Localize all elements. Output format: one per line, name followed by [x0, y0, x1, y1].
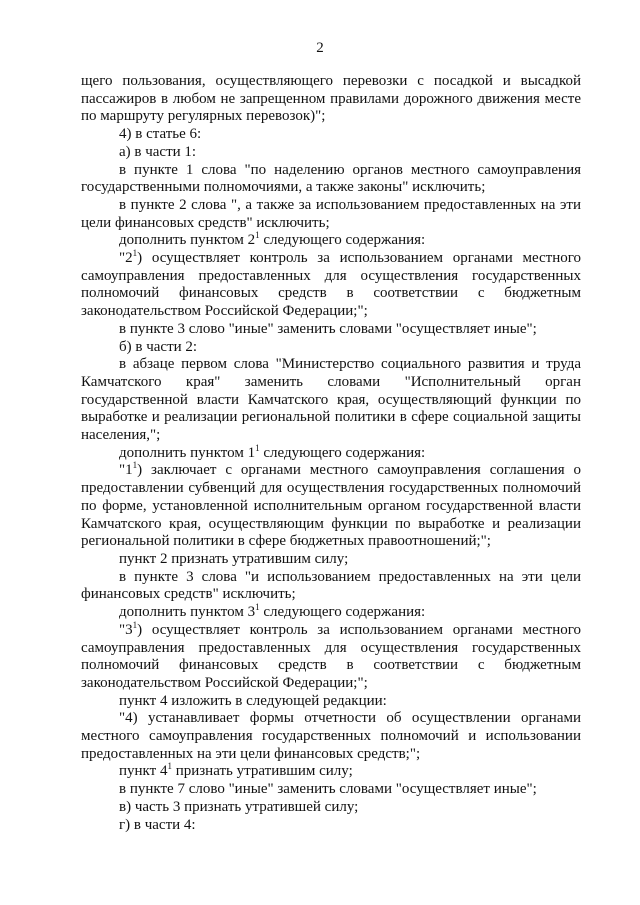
text-segment: пункт 2 признать утратившим силу;: [119, 550, 349, 567]
paragraph: [81, 551, 581, 569]
paragraph: [81, 569, 581, 604]
paragraph: [81, 763, 581, 781]
text-segment: в пункте 1 слова "по наделению органов местного самоуправления государственными полномочиями, а также законы" исключить;: [81, 161, 581, 196]
paragraph: [81, 197, 581, 232]
superscript-index: 1: [255, 602, 260, 613]
superscript-index: 1: [132, 248, 138, 259]
text-segment: в пункте 3 слово "иные" заменить словами "осуществляет иные";: [119, 320, 537, 337]
text-segment: 4) в статье 6:: [119, 126, 202, 143]
text-segment: г) в части 4:: [119, 816, 196, 833]
text-segment: дополнить пунктом 3: [119, 604, 256, 621]
paragraph: [81, 604, 581, 622]
paragraph: [81, 162, 581, 197]
text-segment: в пункте 2 слова ", а также за использованием предоставленных на эти цели финансовых средств" исключить;: [81, 196, 581, 231]
page-number: 2: [316, 40, 324, 56]
paragraph: [81, 817, 581, 835]
superscript-index: 1: [132, 460, 138, 471]
superscript-index: 1: [255, 230, 260, 241]
text-segment: в абзаце первом слова "Министерство социального развития и труда Камчатского края" заменить словами "Исполнительный орган государственной власти Камчатского края, осуществляющий функции по выработке и реализации региональной политики в сфере социальной защиты населения,";: [81, 356, 581, 444]
paragraph: [81, 442, 581, 463]
paragraph: [81, 710, 581, 763]
superscript-index: 1: [167, 761, 172, 772]
text-segment: ) заключает с органами местного самоуправления соглашения о предоставлении субвенций для осуществления государственных полномочий по форме, установленной исполнительным органом государственной власти Камчатского края, осуществляющим функции по выработке и реализации региональной политики в сфере бюджетных правоотношений;";: [81, 462, 581, 550]
paragraph: [81, 144, 581, 162]
paragraph: [81, 126, 581, 144]
text-segment: в) часть 3 признать утратившей силу;: [119, 798, 359, 815]
paragraph: [81, 232, 581, 250]
text-segment: следующего содержания:: [259, 232, 426, 249]
text-segment: пункт 4 изложить в следующей редакции:: [119, 692, 387, 709]
text-segment: дополнить пунктом 2: [119, 232, 256, 249]
paragraph: [81, 462, 581, 551]
text-segment: дополнить пунктом 1: [119, 444, 256, 461]
paragraph: [81, 781, 581, 799]
paragraph: [81, 321, 581, 339]
text-segment: "1: [119, 462, 133, 479]
paragraph: [81, 250, 581, 321]
text-segment: в пункте 3 слова "и использованием предоставленных на эти цели финансовых средств" исключить;: [81, 568, 581, 603]
superscript-index: 1: [255, 442, 260, 453]
paragraph: [81, 73, 581, 126]
text-segment: ) осуществляет контроль за использованием органами местного самоуправления предоставленных для осуществления государственных полномочий финансовых средств в соответствии с бюджетным законодательством Российской Федерации;";: [81, 621, 581, 691]
paragraph: [81, 693, 581, 711]
text-segment: щего пользования, осуществляющего перевозки с посадкой и высадкой пассажиров в любом не запрещенном правилами дорожного движения месте по маршруту регулярных перевозок)";: [81, 73, 581, 125]
text-segment: а) в части 1:: [119, 143, 197, 160]
text-segment: "4) устанавливает формы отчетности об осуществлении органами местного самоуправления государственных полномочий и использовании предоставленных на эти цели финансовых средств;";: [81, 710, 581, 762]
text-segment: "2: [119, 250, 133, 267]
text-segment: следующего содержания:: [259, 604, 426, 621]
text-segment: в пункте 7 слово "иные" заменить словами "осуществляет иные";: [119, 781, 537, 798]
text-segment: "3: [119, 621, 133, 638]
text-segment: следующего содержания:: [259, 444, 426, 461]
text-segment: ) осуществляет контроль за использованием органами местного самоуправления предоставленных для осуществления государственных полномочий финансовых средств в соответствии с бюджетным законодательством Российской Федерации;";: [81, 250, 581, 320]
paragraph: [81, 356, 581, 445]
document-body: [81, 73, 581, 834]
text-segment: признать утратившим силу;: [171, 763, 353, 780]
text-segment: пункт 4: [119, 763, 168, 780]
superscript-index: 1: [132, 619, 138, 630]
paragraph: [81, 799, 581, 817]
text-segment: б) в части 2:: [119, 338, 198, 355]
paragraph: [81, 619, 581, 693]
paragraph: [81, 339, 581, 357]
